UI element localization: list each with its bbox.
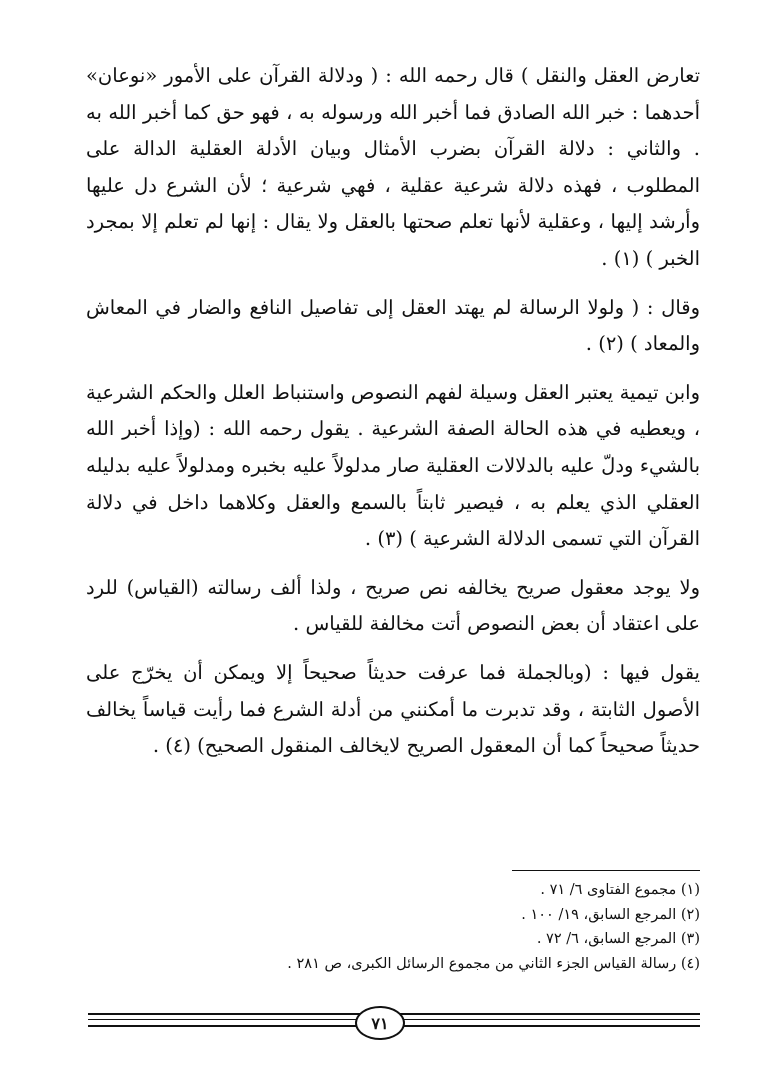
page-number: ٧١ (355, 1006, 405, 1040)
footnote-separator (512, 870, 700, 871)
footnotes (90, 878, 700, 976)
paragraph-5: يقول فيها : (وبالجملة فما عرفت حديثاً صحيحاً إلا ويمكن أن يخرّج على الأصول الثابتة ، وقد تدبرت ما أمكنني من أدلة الشرع فما رأيت قياساً يخالف حديثاً صحيحاً كما أن المعقول الصريح لايخالف المنقول الصحيح) (٤) . (86, 660, 700, 758)
paragraph-3: وابن تيمية يعتبر العقل وسيلة لفهم النصوص واستنباط العلل والحكم الشرعية ، ويعطيه في هذه الحالة الصفة الشرعية . يقول رحمه الله : (وإذا أخبر الله بالشيء ودلّ عليه بالدلالات العقلية صار مدلولاً عليه بخبره ومدلولاً عليه بدليله العقلي الذي يعلم به ، فيصير ثابتاً بالسمع والعقل وكلاهما داخل في دلالة القرآن التي تسمى الدلالة الشرعية ) (٣) . (86, 380, 700, 551)
paragraph-4: ولا يوجد معقول صريح يخالفه نص صريح ، ولذا ألف رسالته (القياس) للرد على اعتقاد أن بعض النصوص أتت مخالفة للقياس . (86, 575, 700, 636)
footnote-4: (٤) رسالة القياس الجزء الثاني من مجموع الرسائل الكبرى، ص ٢٨١ . (287, 955, 700, 972)
paragraph-2: وقال : ( ولولا الرسالة لم يهتد العقل إلى تفاصيل النافع والضار في المعاش والمعاد ) (٢) . (86, 295, 700, 356)
paragraph-1: تعارض العقل والنقل ) قال رحمه الله : ( ودلالة القرآن على الأمور «نوعان» أحدهما : خبر الله الصادق فما أخبر الله ورسوله به ، فهو حق كما أخبر الله به . والثاني : دلالة القرآن بضرب الأمثال وبيان الأدلة العقلية الدالة على المطلوب ، فهذه دلالة شرعية عقلية ، فهي شرعية ؛ لأن الشرع دل عليها وأرشد إليها ، وعقلية لأنها تعلم صحتها بالعقل ولا يقال : إنها لم تعلم إلا بمجرد الخبر ) (١) . (86, 64, 700, 270)
footnote-3: (٣) المرجع السابق، ٦/ ٧٢ . (536, 931, 700, 947)
main-text (86, 58, 700, 777)
footnote-1: (١) مجموع الفتاوى ٦/ ٧١ . (540, 882, 700, 898)
footnote-2: (٢) المرجع السابق، ١٩/ ١٠٠ . (521, 906, 700, 923)
